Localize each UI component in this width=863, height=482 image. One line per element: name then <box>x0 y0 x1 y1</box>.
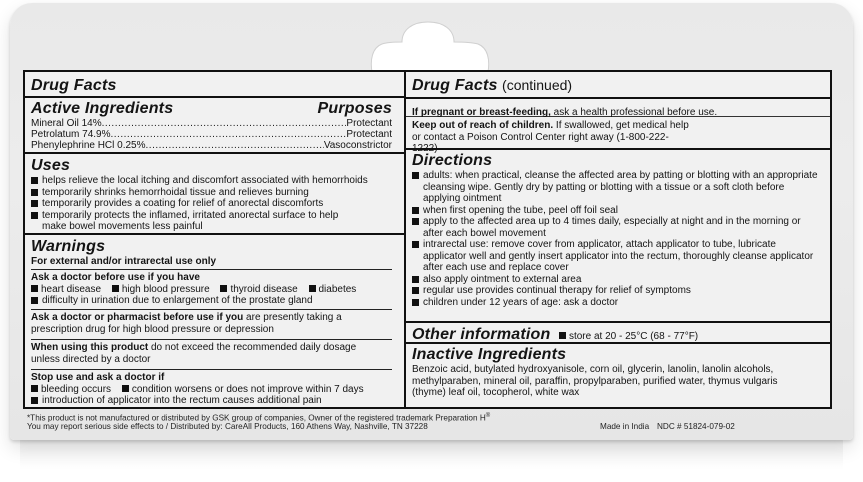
active-ingredients-section <box>25 98 404 154</box>
divider <box>31 269 392 270</box>
bullet-icon <box>412 276 419 283</box>
inactive-ingredients-list: Benzoic acid, butylated hydroxyanisole, corn oil, glycerin, lanolin, lanolin alcohols, methylparaben, mineral oil, paraffin, propylparaben, purified water, thymus vulgaris (thyme) leaf oil, tocopherol, white wax <box>412 364 778 398</box>
keep-out-of-reach: Keep out of reach of children. If swallowed, get medical help or contact a Poison Control Center right away (1-800-222-1222) <box>406 117 830 150</box>
title-text: Drug Facts <box>31 77 117 94</box>
bullet-icon <box>31 285 38 292</box>
bullet-icon <box>412 172 419 179</box>
active-ingredients-heading: Active Ingredients <box>31 100 174 117</box>
list-item: temporarily protects the inflamed, irritated anorectal surface to help make bowel movements less painful <box>31 210 392 233</box>
bullet-icon <box>122 385 129 392</box>
when-using-block: When using this product do not exceed the recommended daily dosage unless directed by a doctor <box>31 342 357 365</box>
list-item: temporarily provides a coating for relief of anorectal discomforts <box>31 198 392 210</box>
card-shadow <box>20 440 843 470</box>
bullet-icon <box>31 385 38 392</box>
divider <box>31 309 392 310</box>
stop-use-heading: Stop use and ask a doctor if <box>31 372 165 383</box>
inactive-ingredients-section <box>406 344 830 407</box>
hang-hole-icon <box>368 20 492 72</box>
bullet-icon <box>412 241 419 248</box>
ask-doctor-heading: Ask a doctor before use if you have <box>31 272 200 283</box>
bullet-icon <box>31 200 38 207</box>
bullet-icon <box>412 287 419 294</box>
ingredient-row: Mineral Oil 14% ..... Protectant <box>31 118 392 129</box>
inactive-ingredients-heading: Inactive Ingredients <box>412 346 567 363</box>
stop-use-block: Stop use and ask a doctor if bleeding occurs condition worsens or does not improve within 7 days introduction of applicator into the rectum causes additional pain <box>31 372 392 407</box>
ask-pharmacist-block: Ask a doctor or pharmacist before use if you are presently taking a prescription drug for high blood pressure or depression <box>31 312 342 335</box>
list-item: helps relieve the local itching and discomfort associated with hemorrhoids <box>31 175 392 187</box>
list-item: when first opening the tube, peel off foil seal <box>412 205 818 217</box>
warnings-section <box>25 235 404 407</box>
list-item: regular use provides continual therapy for relief of symptoms <box>412 285 818 297</box>
uses-section <box>25 154 404 235</box>
external-use-note: For external and/or intrarectal use only <box>31 256 217 267</box>
ndc-number: NDC # 51824-079-02 <box>657 422 735 431</box>
ingredient-row: Phenylephrine HCl 0.25% ..... Vasoconstrictor <box>31 140 392 151</box>
made-in-label: Made in India <box>600 422 650 431</box>
condition-list: heart disease high blood pressure thyroid disease diabetes <box>31 284 392 296</box>
bullet-icon <box>31 212 38 219</box>
drug-facts-left-column <box>25 72 406 407</box>
bullet-icon <box>31 297 38 304</box>
bullet-icon <box>220 285 227 292</box>
directions-heading: Directions <box>412 152 493 169</box>
drug-facts-title <box>25 72 404 98</box>
divider <box>31 339 392 340</box>
bullet-icon <box>112 285 119 292</box>
bullet-icon <box>309 285 316 292</box>
pregnancy-warning: If pregnant or breast-feeding, ask a health professional before use. <box>406 99 830 117</box>
directions-section <box>406 150 830 323</box>
drug-facts-right-column <box>406 72 830 407</box>
drug-facts-continued-title: Drug Facts (continued) <box>406 72 830 99</box>
drug-facts-panel <box>23 70 832 409</box>
other-information-section: Other information store at 20 - 25°C (68 - 77°F) <box>406 323 830 344</box>
list-item: children under 12 years of age: ask a doctor <box>412 297 818 309</box>
list-item: adults: when practical, cleanse the affected area by patting or blotting with an appropriate cleansing wipe. Gently dry by patting or blotting with a tissue or a soft cloth before applying ointment <box>412 170 818 205</box>
trademark-disclaimer: *This product is not manufactured or distributed by GSK group of companies, Owner of the registered trademark Preparation H® <box>27 413 491 423</box>
uses-heading: Uses <box>31 157 71 174</box>
bullet-icon <box>412 218 419 225</box>
ingredient-row: Petrolatum 74.9% ..... Protectant <box>31 129 392 140</box>
purposes-heading: Purposes <box>317 100 392 117</box>
warnings-heading: Warnings <box>31 238 106 255</box>
bullet-icon <box>31 189 38 196</box>
list-item: intrarectal use: remove cover from applicator, attach applicator to tube, lubricate applicator well and gently insert applicator into the rectum, thoroughly cleanse applicator after each use and replace cover <box>412 239 818 274</box>
divider <box>31 369 392 370</box>
bullet-icon <box>559 332 566 339</box>
distributor-info: You may report serious side effects to / Distributed by: CareAll Products, 160 Athens Way, Nashville, TN 37228 <box>27 422 428 431</box>
ask-doctor-block: Ask a doctor before use if you have heart disease high blood pressure thyroid disease diabetes difficulty in urination due to enlargement of the prostate gland <box>31 272 392 307</box>
list-item: temporarily shrinks hemorrhoidal tissue and relieves burning <box>31 187 392 199</box>
bullet-icon <box>31 397 38 404</box>
bullet-icon <box>412 299 419 306</box>
bullet-icon <box>412 207 419 214</box>
list-item: also apply ointment to external area <box>412 274 818 286</box>
bullet-icon <box>31 177 38 184</box>
list-item: apply to the affected area up to 4 times daily, especially at night and in the morning or after each bowel movement <box>412 216 818 239</box>
